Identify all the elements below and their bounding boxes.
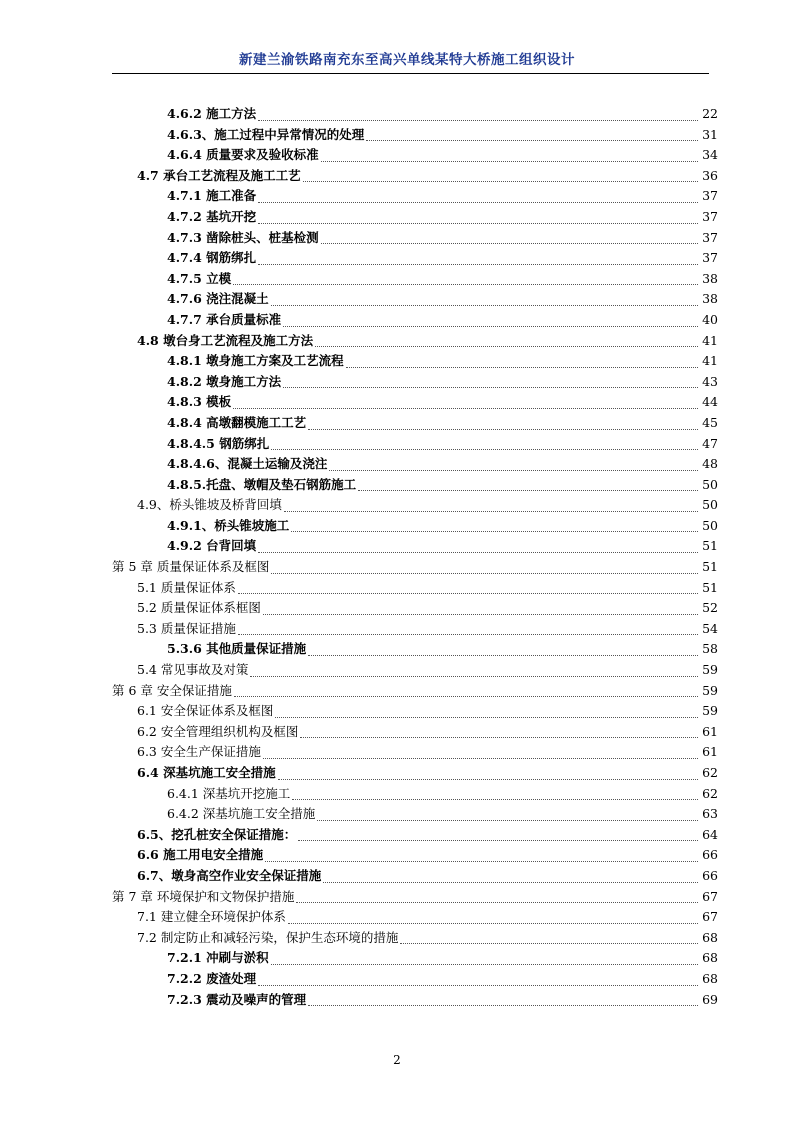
- toc-entry-label: 6.6 施工用电安全措施: [137, 845, 263, 866]
- toc-entry-label: 4.8.4 高墩翻模施工工艺: [167, 413, 306, 434]
- toc-entry-page: 37: [698, 228, 718, 249]
- toc-entry-page: 62: [698, 763, 718, 784]
- toc-leader-dots: [400, 943, 698, 944]
- toc-leader-dots: [323, 882, 698, 883]
- toc-entry[interactable]: [112, 887, 718, 908]
- toc-leader-dots: [258, 120, 698, 121]
- toc-entry[interactable]: [112, 825, 718, 846]
- toc-entry[interactable]: [112, 969, 718, 990]
- toc-entry[interactable]: [112, 557, 718, 578]
- toc-leader-dots: [283, 387, 698, 388]
- toc-entry[interactable]: [112, 578, 718, 599]
- toc-leader-dots: [263, 614, 698, 615]
- toc-entry-label: 4.7.6 浇注混凝土: [167, 289, 269, 310]
- toc-entry-label: 6.1 安全保证体系及框图: [137, 701, 273, 722]
- toc-entry-label: 7.2.3 震动及噪声的管理: [167, 990, 306, 1011]
- toc-entry-label: 4.6.2 施工方法: [167, 104, 256, 125]
- toc-entry-label: 7.2.2 废渣处理: [167, 969, 256, 990]
- toc-entry[interactable]: [112, 228, 718, 249]
- toc-entry-label: 6.5、挖孔桩安全保证措施：: [137, 825, 296, 846]
- toc-entry-label: 6.4.1 深基坑开挖施工: [167, 784, 290, 805]
- toc-leader-dots: [263, 758, 698, 759]
- toc-entry-label: 4.8.4.5 钢筋绑扎: [167, 434, 269, 455]
- toc-entry[interactable]: [112, 784, 718, 805]
- table-of-contents: [112, 104, 718, 1010]
- toc-entry-page: 64: [698, 825, 718, 846]
- toc-entry-page: 59: [698, 660, 718, 681]
- toc-entry-page: 45: [698, 413, 718, 434]
- toc-entry[interactable]: [112, 866, 718, 887]
- toc-entry[interactable]: [112, 331, 718, 352]
- header-divider: [112, 73, 709, 74]
- toc-entry-label: 4.9、桥头锥坡及桥背回填: [137, 495, 282, 516]
- toc-leader-dots: [238, 634, 698, 635]
- toc-entry-page: 41: [698, 331, 718, 352]
- toc-leader-dots: [284, 511, 698, 512]
- toc-leader-dots: [283, 326, 698, 327]
- toc-entry[interactable]: [112, 207, 718, 228]
- toc-entry-page: 31: [698, 125, 718, 146]
- toc-entry-label: 第 5 章 质量保证体系及框图: [112, 557, 269, 578]
- toc-entry[interactable]: [112, 928, 718, 949]
- toc-entry[interactable]: [112, 495, 718, 516]
- toc-entry[interactable]: [112, 269, 718, 290]
- toc-entry-label: 4.7.5 立模: [167, 269, 231, 290]
- toc-leader-dots: [271, 573, 698, 574]
- toc-entry-page: 62: [698, 784, 718, 805]
- toc-entry-label: 6.7、墩身高空作业安全保证措施: [137, 866, 321, 887]
- toc-entry-page: 37: [698, 207, 718, 228]
- toc-leader-dots: [321, 243, 698, 244]
- toc-entry-page: 36: [698, 166, 718, 187]
- toc-entry[interactable]: [112, 681, 718, 702]
- toc-entry-page: 67: [698, 907, 718, 928]
- toc-entry-page: 44: [698, 392, 718, 413]
- toc-entry-page: 37: [698, 186, 718, 207]
- toc-leader-dots: [258, 202, 698, 203]
- toc-leader-dots: [233, 408, 698, 409]
- toc-entry-page: 54: [698, 619, 718, 640]
- toc-leader-dots: [271, 305, 698, 306]
- toc-leader-dots: [271, 449, 698, 450]
- toc-entry-label: 5.1 质量保证体系: [137, 578, 236, 599]
- toc-entry[interactable]: [112, 804, 718, 825]
- toc-entry[interactable]: [112, 701, 718, 722]
- toc-entry-label: 6.3 安全生产保证措施: [137, 742, 261, 763]
- toc-entry-label: 7.2 制定防止和减轻污染，保护生态环境的措施: [137, 928, 398, 949]
- toc-entry[interactable]: [112, 289, 718, 310]
- toc-entry-page: 38: [698, 289, 718, 310]
- toc-entry-page: 41: [698, 351, 718, 372]
- toc-entry-page: 50: [698, 495, 718, 516]
- toc-leader-dots: [315, 346, 698, 347]
- toc-entry[interactable]: [112, 454, 718, 475]
- toc-entry[interactable]: [112, 516, 718, 537]
- toc-entry-page: 68: [698, 969, 718, 990]
- toc-entry[interactable]: [112, 619, 718, 640]
- toc-entry-page: 59: [698, 701, 718, 722]
- toc-leader-dots: [296, 902, 698, 903]
- toc-leader-dots: [275, 717, 698, 718]
- toc-entry-page: 48: [698, 454, 718, 475]
- toc-entry-label: 4.9.1、桥头锥坡施工: [167, 516, 289, 537]
- toc-leader-dots: [258, 223, 698, 224]
- toc-entry[interactable]: [112, 125, 718, 146]
- toc-entry-page: 50: [698, 475, 718, 496]
- toc-entry-label: 4.8.3 模板: [167, 392, 231, 413]
- toc-leader-dots: [258, 985, 698, 986]
- toc-entry-label: 4.7.3 凿除桩头、桩基检测: [167, 228, 319, 249]
- toc-entry[interactable]: [112, 392, 718, 413]
- toc-entry[interactable]: [112, 145, 718, 166]
- toc-entry[interactable]: [112, 742, 718, 763]
- toc-entry[interactable]: [112, 351, 718, 372]
- toc-entry-page: 37: [698, 248, 718, 269]
- toc-entry-page: 68: [698, 948, 718, 969]
- toc-entry-label: 第 6 章 安全保证措施: [112, 681, 232, 702]
- toc-leader-dots: [317, 820, 698, 821]
- toc-leader-dots: [258, 552, 698, 553]
- toc-entry[interactable]: [112, 372, 718, 393]
- toc-entry[interactable]: [112, 845, 718, 866]
- toc-entry[interactable]: [112, 639, 718, 660]
- toc-entry-page: 43: [698, 372, 718, 393]
- toc-entry-page: 66: [698, 866, 718, 887]
- toc-leader-dots: [288, 923, 698, 924]
- toc-entry-page: 69: [698, 990, 718, 1011]
- toc-entry-page: 47: [698, 434, 718, 455]
- toc-entry-label: 7.2.1 冲刷与淤积: [167, 948, 269, 969]
- toc-entry[interactable]: [112, 907, 718, 928]
- toc-entry-label: 4.7.4 钢筋绑扎: [167, 248, 256, 269]
- toc-entry[interactable]: [112, 948, 718, 969]
- toc-entry-label: 4.6.4 质量要求及验收标准: [167, 145, 319, 166]
- toc-leader-dots: [292, 799, 698, 800]
- toc-leader-dots: [234, 696, 698, 697]
- toc-entry-page: 51: [698, 557, 718, 578]
- toc-leader-dots: [291, 531, 698, 532]
- document-header-title: 新建兰渝铁路南充东至高兴单线某特大桥施工组织设计: [239, 52, 575, 68]
- toc-entry-label: 4.7.7 承台质量标准: [167, 310, 281, 331]
- toc-entry-page: 38: [698, 269, 718, 290]
- toc-leader-dots: [308, 429, 698, 430]
- toc-leader-dots: [321, 161, 698, 162]
- toc-entry-page: 59: [698, 681, 718, 702]
- toc-leader-dots: [366, 140, 698, 141]
- toc-entry[interactable]: [112, 536, 718, 557]
- toc-entry-page: 40: [698, 310, 718, 331]
- toc-entry-label: 6.4.2 深基坑施工安全措施: [167, 804, 315, 825]
- toc-entry[interactable]: [112, 475, 718, 496]
- toc-entry-label: 4.8.1 墩身施工方案及工艺流程: [167, 351, 344, 372]
- toc-entry-page: 51: [698, 578, 718, 599]
- toc-leader-dots: [265, 861, 698, 862]
- toc-leader-dots: [278, 779, 698, 780]
- toc-entry[interactable]: [112, 660, 718, 681]
- toc-entry-page: 52: [698, 598, 718, 619]
- toc-entry-label: 7.1 建立健全环境保护体系: [137, 907, 286, 928]
- toc-entry-label: 4.8 墩台身工艺流程及施工方法: [137, 331, 313, 352]
- toc-entry-label: 4.8.5.托盘、墩帽及垫石钢筋施工: [167, 475, 356, 496]
- toc-leader-dots: [258, 264, 698, 265]
- toc-entry-page: 66: [698, 845, 718, 866]
- toc-leader-dots: [308, 1005, 698, 1006]
- toc-entry[interactable]: [112, 186, 718, 207]
- toc-entry[interactable]: [112, 413, 718, 434]
- toc-entry-page: 61: [698, 742, 718, 763]
- toc-entry[interactable]: [112, 598, 718, 619]
- toc-entry[interactable]: [112, 166, 718, 187]
- toc-entry-page: 22: [698, 104, 718, 125]
- toc-entry[interactable]: [112, 434, 718, 455]
- toc-leader-dots: [308, 655, 698, 656]
- toc-leader-dots: [300, 737, 698, 738]
- toc-entry-label: 5.2 质量保证体系框图: [137, 598, 261, 619]
- toc-entry-label: 4.8.2 墩身施工方法: [167, 372, 281, 393]
- toc-leader-dots: [298, 840, 698, 841]
- toc-leader-dots: [346, 367, 698, 368]
- page-number: 2: [393, 1053, 401, 1067]
- toc-entry-page: 67: [698, 887, 718, 908]
- toc-entry-label: 5.3.6 其他质量保证措施: [167, 639, 306, 660]
- toc-entry-label: 4.7.2 基坑开挖: [167, 207, 256, 228]
- toc-entry[interactable]: [112, 248, 718, 269]
- toc-entry[interactable]: [112, 990, 718, 1011]
- toc-entry-page: 51: [698, 536, 718, 557]
- toc-entry-page: 63: [698, 804, 718, 825]
- toc-entry-page: 34: [698, 145, 718, 166]
- toc-entry-label: 4.8.4.6、混凝土运输及浇注: [167, 454, 327, 475]
- toc-entry-page: 61: [698, 722, 718, 743]
- toc-entry-page: 58: [698, 639, 718, 660]
- toc-leader-dots: [238, 593, 698, 594]
- toc-entry-label: 6.2 安全管理组织机构及框图: [137, 722, 298, 743]
- toc-leader-dots: [250, 676, 698, 677]
- toc-leader-dots: [303, 181, 698, 182]
- toc-entry-label: 4.7.1 施工准备: [167, 186, 256, 207]
- toc-entry-page: 50: [698, 516, 718, 537]
- toc-entry[interactable]: [112, 104, 718, 125]
- toc-entry-label: 4.6.3、施工过程中异常情况的处理: [167, 125, 364, 146]
- toc-entry-label: 5.3 质量保证措施: [137, 619, 236, 640]
- toc-entry[interactable]: [112, 310, 718, 331]
- toc-entry-label: 4.7 承台工艺流程及施工工艺: [137, 166, 301, 187]
- toc-entry[interactable]: [112, 763, 718, 784]
- toc-entry-label: 5.4 常见事故及对策: [137, 660, 248, 681]
- toc-leader-dots: [358, 490, 698, 491]
- toc-entry-page: 68: [698, 928, 718, 949]
- toc-entry-label: 第 7 章 环境保护和文物保护措施: [112, 887, 294, 908]
- toc-entry[interactable]: [112, 722, 718, 743]
- toc-leader-dots: [271, 964, 698, 965]
- toc-leader-dots: [329, 470, 698, 471]
- toc-leader-dots: [233, 284, 698, 285]
- toc-entry-label: 4.9.2 台背回填: [167, 536, 256, 557]
- toc-entry-label: 6.4 深基坑施工安全措施: [137, 763, 276, 784]
